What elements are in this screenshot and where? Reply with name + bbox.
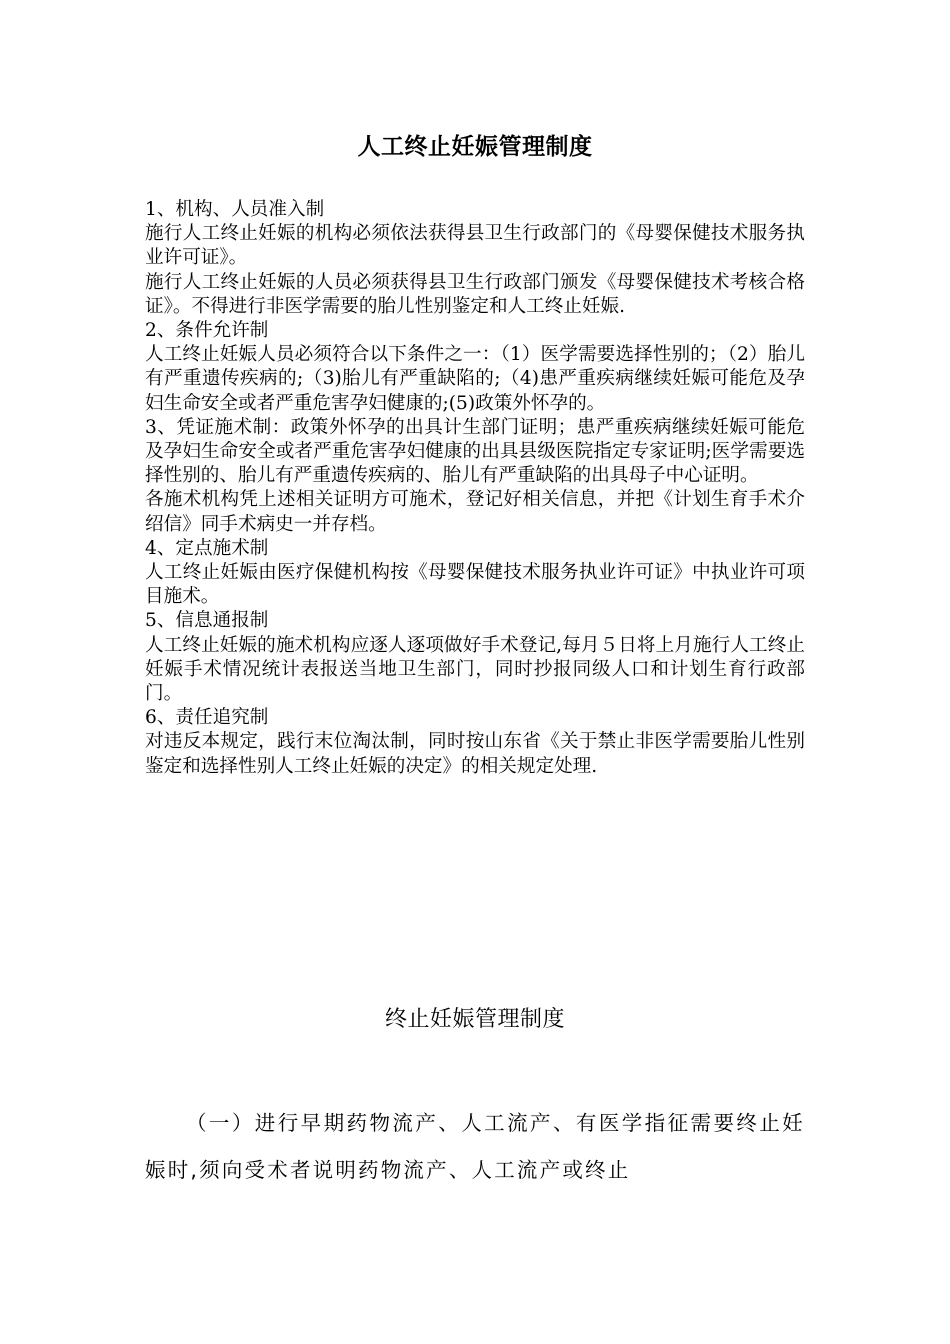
- clause-heading: 1、机构、人员准入制: [145, 199, 325, 220]
- clause-heading: 2、条件允许制: [145, 320, 269, 342]
- paragraph: 人工终止妊娠的施术机构应逐人逐项做好手术登记,每月５日将上月施行人工终止妊娠手术情况统计表报送当地卫生部门，同时抄报同级人口和计划生育行政部门。: [145, 634, 805, 705]
- clause-heading: 6、责任追究制: [145, 707, 269, 729]
- paragraph: 人工终止妊娠由医疗保健机构按《母婴保健技术服务执业许可证》中执业许可项目施术。: [145, 562, 805, 608]
- section-title: 终止妊娠管理制度: [384, 1007, 565, 1032]
- paragraph: 施行人工终止妊娠的人员必须获得县卫生行政部门颁发《母婴保健技术考核合格证》。不得进行非医学需要的胎儿性别鉴定和人工终止妊娠.: [145, 271, 805, 317]
- clause-heading: 5、信息通报制: [145, 610, 269, 632]
- management-section: [145, 1100, 805, 1194]
- document-title: 人工终止妊娠管理制度: [357, 134, 593, 160]
- paragraph: 人工终止妊娠人员必须符合以下条件之一：（1）医学需要选择性别的；（2）胎儿有严重遗传疾病的;（3)胎儿有严重缺陷的;（4)患严重疾病继续妊娠可能危及孕妇生命安全或者严重危害孕妇健康的;(5)政策外怀孕的。: [145, 344, 805, 414]
- clause-heading: 4、定点施术制: [145, 537, 269, 559]
- paragraph: 施行人工终止妊娠的机构必须依法获得县卫生行政部门的《母婴保健技术服务执业许可证》。: [145, 223, 805, 269]
- paragraph: （一）进行早期药物流产、人工流产、有医学指征需要终止妊娠时,须向受术者说明药物流产、人工流产或终止: [145, 1111, 805, 1182]
- paragraph: 3、凭证施术制：政策外怀孕的出具计生部门证明；患严重疾病继续妊娠可能危及孕妇生命安全或者严重危害孕妇健康的出具县级医院指定专家证明;医学需要选择性别的、胎儿有严重遗传疾病的、胎儿有严重缺陷的出具母子中心证明。: [145, 416, 805, 487]
- regulation-section: [145, 198, 805, 779]
- paragraph: 各施术机构凭上述相关证明方可施术，登记好相关信息，并把《计划生育手术介绍信》同手术病史一并存档。: [145, 489, 805, 535]
- paragraph: 对违反本规定，践行末位淘汰制，同时按山东省《关于禁止非医学需要胎儿性别鉴定和选择性别人工终止妊娠的决定》的相关规定处理.: [145, 731, 805, 777]
